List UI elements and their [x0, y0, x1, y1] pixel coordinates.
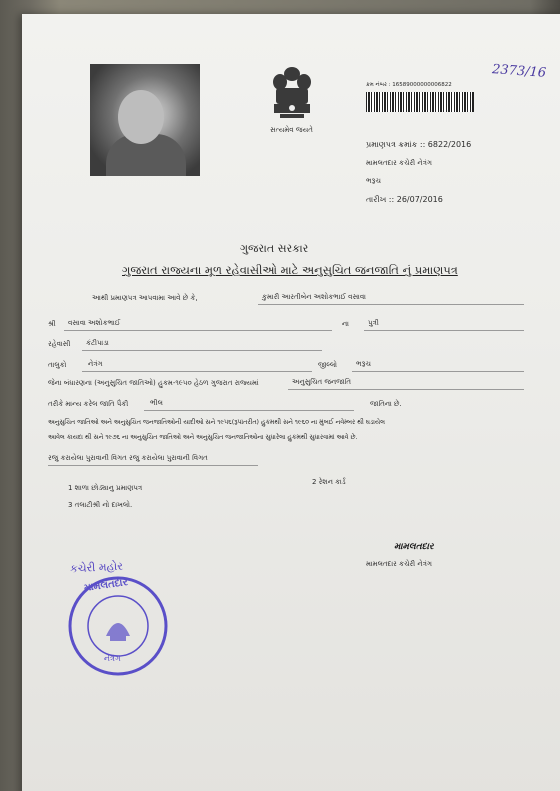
stamp-text-top: મામલતદાર [83, 576, 129, 595]
father-name: વસાવા અશોકભાઈ [68, 319, 121, 327]
certificate-paper [22, 14, 560, 791]
district-field-value: ભરૂચ [356, 360, 371, 368]
district-field-label: જીલ્લો [318, 361, 337, 369]
issue-date: તારીખ :: 26/07/2016 [366, 195, 443, 204]
document-item: 2 રેશન કાર્ડ [312, 478, 346, 486]
certificate-number: પ્રમાણપત્ર ક્રમાંક :: 6822/2016 [366, 140, 472, 149]
tribe-value: ભીલ [150, 399, 163, 407]
order-text: જેના બંધારણના (અનુસુચિત જાતિઓ) હુકમ-૧૯૫૦ હેઠળ ગુજરાત રાજ્યમાં [48, 379, 259, 387]
document-item: 1 શાળા છોડ્યાનુ પ્રમાણપત્ર [68, 484, 143, 492]
district-label: ભરૂચ [366, 177, 381, 185]
applicant-photo [90, 64, 200, 176]
document-item: 3 તલાટીશ્રી નો દાખલો. [68, 501, 133, 509]
order-value: અનુસુચિત જનજાતિ [292, 378, 352, 386]
resident-value: કંટીપાડા [86, 339, 109, 347]
shri-label: શ્રી [48, 320, 56, 328]
relation-label: ના [342, 320, 349, 328]
recognized-label: તરીકે માન્ય કરેલ જાતિ પૈકી [48, 400, 129, 408]
tribe-suffix: જાતિના છે. [370, 400, 402, 408]
taluka-value: નેત્રંગ [88, 360, 103, 368]
office-label: મામલતદાર કચેરી નેત્રંગ [366, 159, 433, 167]
barcode [366, 92, 474, 112]
relation-value: પુત્રી [368, 319, 379, 327]
signature: મામલતદાર [394, 542, 434, 552]
government-title: ગુજરાત સરકાર [240, 242, 309, 255]
certificate-title: ગુજરાત રાજ્યના મૂળ રહેવાસીઓ માટે અનુસુચિત જનજાતિ નું પ્રમાણપત્ર [122, 263, 458, 277]
documents-heading: રજુ કરાયેલા પુરાવાની વિગત રજુ કરાયેલા પુરાવાની વિગત [48, 454, 208, 462]
taluka-label: તાલુકો [48, 361, 67, 369]
barcode-label: ક્રમ નંબર : 16589000000006822 [366, 82, 452, 88]
issued-to-value: કુમારી આરતીબેન અશોકભાઈ વસાવા [262, 293, 366, 301]
signature-office: મામલતદાર કચેરી નેત્રંગ [366, 560, 433, 568]
stamp-header: કચેરી મહોર [69, 559, 124, 576]
paragraph-line-2: આવેલ કાયદા થી સને ૧૯૭૬ ના અનુસુચિત જાતિઓ અને અનુસુચિત જનજાતિઓના સુધારેલા હુકમથી સુધારવામાં આવે છે. [48, 434, 358, 441]
issued-to-label: આથી પ્રમાણપત્ર આપવામા આવે છે કે, [92, 294, 198, 302]
resident-label: રહેવાસી [48, 340, 71, 348]
emblem-caption: સત્યમેવ જયતે [270, 126, 313, 134]
stamp-text-bottom: નેત્રંગ [104, 654, 121, 663]
paragraph-line-1: અનુસુચિત જાતિઓ અને અનુસુચિત જનજાતિઓની યાદીઓ સને ૧૯૫૬(રૂપાંતરીત) હુકમથી સને ૧૯૬૦ ના મુંબઈ નવેમ્બર થી ઘડાયેલ [48, 419, 385, 426]
handwritten-number: 2373/16 [491, 62, 547, 81]
